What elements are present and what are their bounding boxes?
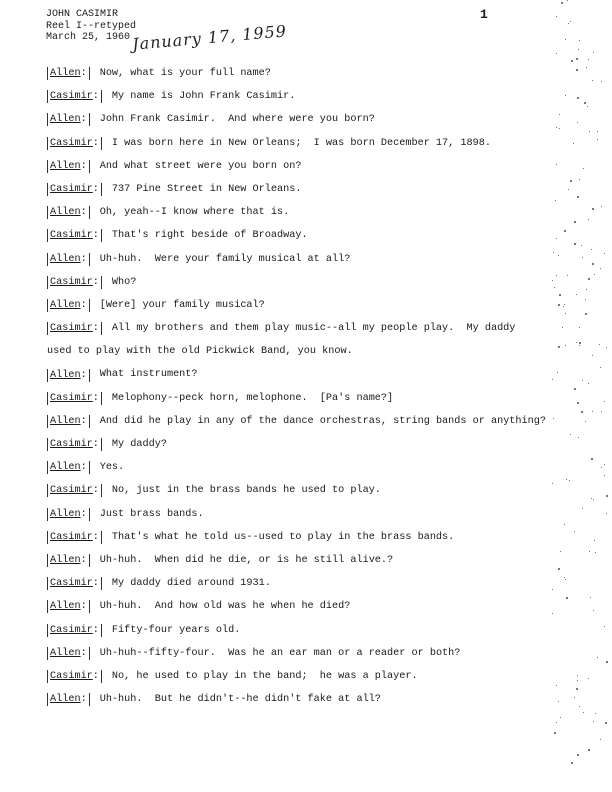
utterance-text: My name is John Frank Casimir. bbox=[111, 91, 296, 103]
scan-speck bbox=[578, 49, 579, 50]
utterance-text: Melophony--peck horn, melophone. [Pa's name?] bbox=[111, 392, 394, 404]
scan-speck bbox=[599, 344, 600, 345]
scan-speck bbox=[592, 411, 593, 412]
utterance-text: Uh-huh. Were your family musical at all? bbox=[99, 253, 351, 265]
transcript-line bbox=[47, 387, 587, 410]
scan-speck bbox=[597, 139, 598, 140]
utterance-text: [Were] your family musical? bbox=[99, 299, 265, 311]
transcript-line bbox=[47, 595, 587, 618]
scan-speck bbox=[571, 762, 573, 764]
transcript-line bbox=[47, 549, 587, 572]
header-name: JOHN CASIMIR bbox=[46, 9, 119, 20]
scan-speck bbox=[591, 498, 592, 499]
scan-speck bbox=[556, 722, 557, 723]
speaker-name: Casimir bbox=[50, 624, 93, 636]
speaker-label: Casimir: bbox=[47, 624, 102, 637]
scan-speck bbox=[606, 495, 608, 497]
scan-speck bbox=[606, 661, 608, 663]
utterance-text: And did he play in any of the dance orchestras, string bands or anything? bbox=[99, 415, 546, 427]
scan-speck bbox=[600, 367, 601, 368]
utterance-text: used to play with the old Pickwick Band, you know. bbox=[47, 346, 353, 358]
transcript-body bbox=[47, 62, 587, 711]
utterance-text: Uh-huh. And how old was he when he died? bbox=[99, 601, 351, 613]
scan-speck bbox=[588, 219, 589, 220]
scan-speck bbox=[588, 59, 589, 60]
scan-speck bbox=[588, 678, 589, 679]
speaker-name: Allen bbox=[50, 508, 81, 520]
speaker-label: Casimir: bbox=[47, 90, 102, 103]
scan-speck bbox=[576, 58, 578, 60]
speaker-label: Allen: bbox=[47, 67, 90, 80]
scan-speck bbox=[589, 551, 590, 552]
scan-speck bbox=[579, 40, 580, 41]
speaker-label: Casimir: bbox=[47, 438, 102, 451]
speaker-name: Allen bbox=[50, 462, 81, 474]
transcript-line bbox=[47, 62, 587, 85]
utterance-text: And what street were you born on? bbox=[99, 160, 302, 172]
scan-speck bbox=[604, 464, 605, 465]
scan-speck bbox=[556, 16, 557, 17]
speaker-name: Casimir bbox=[50, 323, 93, 335]
utterance-text: That's what he told us--used to play in the brass bands. bbox=[111, 531, 455, 543]
utterance-text: Just brass bands. bbox=[99, 508, 204, 520]
speaker-name: Casimir bbox=[50, 137, 93, 149]
scan-speck bbox=[601, 467, 602, 468]
utterance-text: Now, what is your full name? bbox=[99, 68, 271, 79]
speaker-label: Casimir: bbox=[47, 531, 102, 544]
scan-speck bbox=[593, 610, 594, 611]
scan-speck bbox=[588, 278, 590, 280]
scan-speck bbox=[560, 717, 561, 718]
scan-speck bbox=[597, 657, 598, 658]
scan-speck bbox=[595, 552, 596, 553]
speaker-label: Casimir: bbox=[47, 577, 102, 590]
transcript-line bbox=[47, 201, 587, 224]
transcript-line bbox=[47, 317, 587, 340]
scan-speck bbox=[591, 249, 592, 250]
speaker-name: Allen bbox=[50, 555, 81, 567]
transcript-line bbox=[47, 224, 587, 247]
utterance-text: Fifty-four years old. bbox=[111, 624, 241, 636]
speaker-name: Allen bbox=[50, 207, 81, 219]
speaker-name: Casimir bbox=[50, 276, 93, 288]
utterance-text: I was born here in New Orleans; I was born December 17, 1898. bbox=[111, 137, 491, 149]
speaker-name: Allen bbox=[50, 647, 81, 659]
scan-speck bbox=[594, 540, 595, 541]
speaker-label: Allen: bbox=[47, 415, 90, 428]
transcript-line bbox=[47, 178, 587, 201]
transcript-line bbox=[47, 479, 587, 502]
speaker-name: Allen bbox=[50, 369, 81, 381]
utterance-text: No, just in the brass bands he used to play. bbox=[111, 485, 381, 497]
speaker-label: Allen: bbox=[47, 508, 90, 521]
speaker-name: Casimir bbox=[50, 485, 93, 497]
transcript-line bbox=[47, 456, 587, 479]
speaker-name: Allen bbox=[50, 415, 81, 427]
speaker-label: Allen: bbox=[47, 461, 90, 474]
scan-speck bbox=[570, 21, 571, 22]
speaker-label: Allen: bbox=[47, 554, 90, 567]
speaker-label: Casimir: bbox=[47, 183, 102, 196]
header-reel: Reel I--retyped bbox=[46, 20, 137, 32]
speaker-label: Allen: bbox=[47, 160, 90, 173]
handwritten-date: January 17, 1959 bbox=[131, 21, 288, 54]
speaker-label: Casimir: bbox=[47, 670, 102, 683]
speaker-label: Casimir: bbox=[47, 322, 102, 335]
speaker-name: Casimir bbox=[50, 392, 93, 404]
transcript-line bbox=[47, 132, 587, 155]
scan-speck bbox=[605, 722, 607, 724]
utterance-text: What instrument? bbox=[99, 369, 198, 381]
utterance-text: My daddy died around 1931. bbox=[111, 578, 271, 590]
scan-speck bbox=[590, 597, 591, 598]
scan-speck bbox=[604, 475, 605, 476]
speaker-label: Casimir: bbox=[47, 137, 102, 150]
transcript-line bbox=[47, 688, 587, 711]
speaker-name: Allen bbox=[50, 160, 81, 172]
speaker-label: Allen: bbox=[47, 369, 90, 382]
transcript-line bbox=[47, 433, 587, 456]
scan-speck bbox=[592, 355, 593, 356]
scan-speck bbox=[600, 739, 601, 740]
transcript-line bbox=[47, 271, 587, 294]
scan-speck bbox=[604, 253, 605, 254]
speaker-label: Casimir: bbox=[47, 392, 102, 405]
utterance-text: Oh, yeah--I know where that is. bbox=[99, 207, 290, 219]
scan-speck bbox=[568, 23, 569, 24]
transcript-line bbox=[47, 294, 587, 317]
transcript-line bbox=[47, 526, 587, 549]
scan-speck bbox=[592, 263, 594, 265]
speaker-name: Allen bbox=[50, 694, 81, 706]
scan-speck bbox=[594, 274, 595, 275]
speaker-name: Allen bbox=[50, 601, 81, 613]
transcript-line bbox=[47, 642, 587, 665]
speaker-name: Allen bbox=[50, 68, 81, 80]
scan-speck bbox=[567, 0, 568, 1]
header-date-typed: March 25, 1960 bbox=[46, 32, 131, 43]
speaker-label: Allen: bbox=[47, 299, 90, 312]
scan-speck bbox=[593, 52, 594, 53]
speaker-name: Casimir bbox=[50, 531, 93, 543]
speaker-label: Casimir: bbox=[47, 276, 102, 289]
speaker-label: Allen: bbox=[47, 600, 90, 613]
speaker-label: Casimir: bbox=[47, 484, 102, 497]
utterance-text: Who? bbox=[111, 276, 137, 288]
transcript-line bbox=[47, 108, 587, 131]
scan-speck bbox=[606, 513, 607, 514]
transcript-line bbox=[47, 572, 587, 595]
speaker-label: Allen: bbox=[47, 206, 90, 219]
speaker-name: Casimir bbox=[50, 184, 93, 196]
scan-speck bbox=[592, 80, 593, 81]
transcript-line bbox=[47, 155, 587, 178]
scan-speck bbox=[604, 626, 605, 627]
scan-speck bbox=[604, 401, 605, 402]
scan-speck bbox=[592, 208, 594, 210]
scan-speck bbox=[591, 458, 593, 460]
utterance-text: John Frank Casimir. And where were you born? bbox=[99, 114, 375, 126]
transcript-line bbox=[47, 248, 587, 271]
scan-speck bbox=[565, 39, 566, 40]
scan-speck bbox=[577, 754, 579, 756]
speaker-label: Allen: bbox=[47, 253, 90, 266]
utterance-text: Yes. bbox=[99, 462, 125, 474]
transcript-line bbox=[47, 85, 587, 108]
transcript-line bbox=[47, 363, 587, 386]
speaker-name: Allen bbox=[50, 253, 81, 265]
utterance-text: No, he used to play in the band; he was a player. bbox=[111, 670, 418, 682]
scan-speck bbox=[587, 106, 588, 107]
transcript-line bbox=[47, 410, 587, 433]
speaker-name: Allen bbox=[50, 114, 81, 126]
scan-speck bbox=[588, 749, 590, 751]
speaker-name: Casimir bbox=[50, 578, 93, 590]
speaker-name: Casimir bbox=[50, 670, 93, 682]
scan-speck bbox=[601, 81, 602, 82]
utterance-text: My daddy? bbox=[111, 439, 167, 450]
scan-speck bbox=[601, 411, 602, 412]
transcript-line bbox=[47, 340, 587, 363]
transcript-line bbox=[47, 503, 587, 526]
scan-speck bbox=[554, 732, 556, 734]
speaker-label: Allen: bbox=[47, 113, 90, 126]
utterance-text: Uh-huh. When did he die, or is he still alive.? bbox=[99, 554, 394, 566]
speaker-name: Casimir bbox=[50, 439, 93, 451]
speaker-name: Casimir bbox=[50, 91, 93, 103]
speaker-label: Allen: bbox=[47, 647, 90, 660]
scan-speck bbox=[593, 499, 594, 500]
scan-speck bbox=[561, 2, 563, 4]
transcript-line bbox=[47, 665, 587, 688]
scan-speck bbox=[595, 713, 596, 714]
utterance-text: All my brothers and them play music--all my people play. My daddy bbox=[111, 323, 516, 335]
speaker-label: Allen: bbox=[47, 693, 90, 706]
speaker-name: Casimir bbox=[50, 230, 93, 242]
scan-speck bbox=[588, 383, 589, 384]
scan-speck bbox=[556, 53, 557, 54]
scan-speck bbox=[601, 206, 602, 207]
scan-speck bbox=[589, 131, 590, 132]
speaker-name: Allen bbox=[50, 299, 81, 311]
transcript-line bbox=[47, 619, 587, 642]
scan-speck bbox=[597, 131, 598, 132]
scan-speck bbox=[600, 268, 601, 269]
document-header bbox=[46, 9, 136, 44]
page-number: 1 bbox=[480, 7, 488, 22]
utterance-text: 737 Pine Street in New Orleans. bbox=[111, 183, 302, 195]
scan-speck bbox=[583, 712, 584, 713]
scan-speck bbox=[606, 347, 607, 348]
utterance-text: Uh-huh. But he didn't--he didn't fake at all? bbox=[99, 694, 381, 706]
utterance-text: Uh-huh--fifty-four. Was he an ear man or a reader or both? bbox=[99, 647, 461, 659]
utterance-text: That's right beside of Broadway. bbox=[111, 230, 308, 242]
scan-speck bbox=[593, 721, 594, 722]
speaker-label: Casimir: bbox=[47, 229, 102, 242]
